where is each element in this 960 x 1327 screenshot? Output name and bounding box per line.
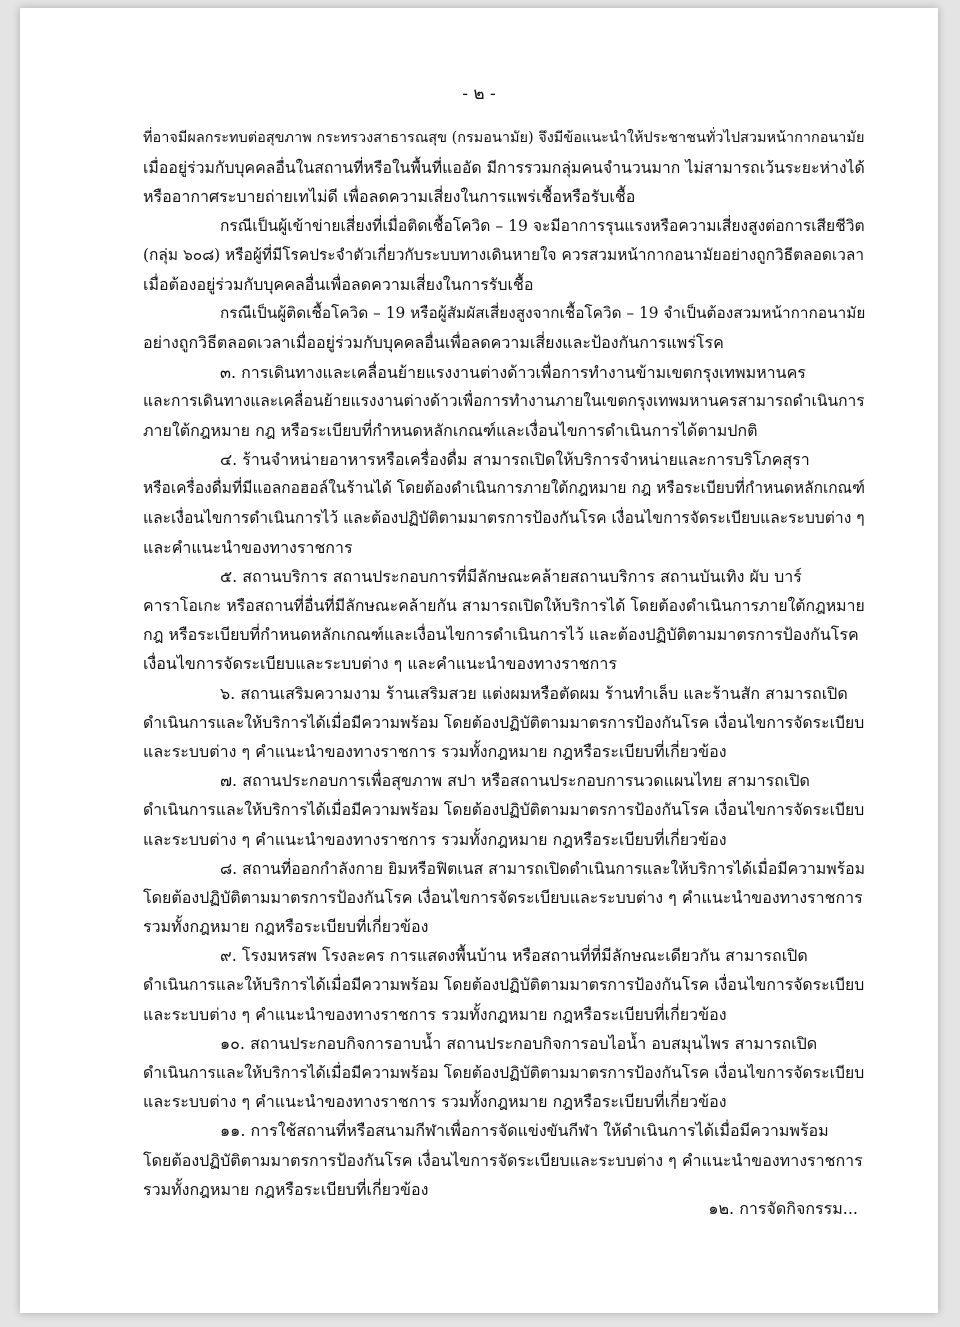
text-line: โดยต้องปฏิบัติตามมาตรการป้องกันโรค เงื่อนไขการจัดระเบียบและระบบต่าง ๆ คำแนะนำของทางราชการ: [143, 1150, 863, 1170]
text-line: กรณีเป็นผู้เข้าข่ายเสี่ยงที่เมื่อติดเชื้อโควิด – 19 จะมีอาการรุนแรงหรือความเสี่ยงสูงต่อการเสียชีวิต: [220, 216, 865, 235]
text-line: และระบบต่าง ๆ คำแนะนำของทางราชการ รวมทั้งกฎหมาย กฎหรือระเบียบที่เกี่ยวข้อง: [143, 1004, 727, 1024]
text-line: ๔. ร้านจำหน่ายอาหารหรือเครื่องดื่ม สามารถเปิดให้บริการจำหน่ายและการบริโภคสุรา: [220, 450, 810, 470]
text-line: รวมทั้งกฎหมาย กฎหรือระเบียบที่เกี่ยวข้อง: [143, 917, 429, 937]
text-line: และระบบต่าง ๆ คำแนะนำของทางราชการ รวมทั้งกฎหมาย กฎหรือระเบียบที่เกี่ยวข้อง: [143, 1092, 727, 1112]
text-line: ดำเนินการและให้บริการได้เมื่อมีความพร้อม โดยต้องปฏิบัติตามมาตรการป้องกันโรค เงื่อนไขการจัดระเบียบ: [143, 712, 865, 732]
page-number: - ๒ -: [462, 84, 496, 104]
text-line: และการเดินทางและเคลื่อนย้ายแรงงานต่างด้าวเพื่อการทำงานภายในเขตกรุงเทพมหานครสามารถดำเนินการ: [143, 391, 865, 410]
text-line: ดำเนินการและให้บริการได้เมื่อมีความพร้อม โดยต้องปฏิบัติตามมาตรการป้องกันโรค เงื่อนไขการจัดระเบียบ: [143, 800, 865, 820]
text-line: ๖. สถานเสริมความงาม ร้านเสริมสวย แต่งผมหรือตัดผม ร้านทำเล็บ และร้านสัก สามารถเปิด: [220, 683, 848, 703]
text-line: เมื่อต้องอยู่ร่วมกับบุคคลอื่นเพื่อลดความเสี่ยงในการรับเชื้อ: [143, 274, 534, 294]
text-line: ที่อาจมีผลกระทบต่อสุขภาพ กระทรวงสาธารณสุข (กรมอนามัย) จึงมีข้อแนะนำให้ประชาชนทั่วไปสวมหน้ากากอนามัย: [143, 130, 865, 146]
text-line: เงื่อนไขการจัดระเบียบและระบบต่าง ๆ และคำแนะนำของทางราชการ: [143, 654, 617, 674]
text-line: กฎ หรือระเบียบที่กำหนดหลักเกณฑ์และเงื่อนไขการดำเนินการไว้ และต้องปฏิบัติตามมาตรการป้องกันโรค: [143, 625, 859, 645]
text-line: คาราโอเกะ หรือสถานที่อื่นที่มีลักษณะคล้ายกัน สามารถเปิดให้บริการได้ โดยต้องดำเนินการภายใต้กฎหมาย: [143, 596, 865, 615]
text-line: และระบบต่าง ๆ คำแนะนำของทางราชการ รวมทั้งกฎหมาย กฎหรือระเบียบที่เกี่ยวข้อง: [143, 741, 727, 761]
text-line: ๘. สถานที่ออกกำลังกาย ยิมหรือฟิตเนส สามารถเปิดดำเนินการและให้บริการได้เมื่อมีความพร้อม: [220, 858, 865, 878]
text-line: ดำเนินการและให้บริการได้เมื่อมีความพร้อม โดยต้องปฏิบัติตามมาตรการป้องกันโรค เงื่อนไขการจัดระเบียบ: [143, 1063, 865, 1082]
text-line: ๓. การเดินทางและเคลื่อนย้ายแรงงานต่างด้าวเพื่อการทำงานข้ามเขตกรุงเทพมหานคร: [220, 362, 806, 382]
document-page: [20, 8, 938, 1313]
text-line: ๗. สถานประกอบการเพื่อสุขภาพ สปา หรือสถานประกอบการนวดแผนไทย สามารถเปิด: [220, 771, 810, 791]
text-line: ๑๐. สถานประกอบกิจการอาบน้ำ สถานประกอบกิจการอบไอน้ำ อบสมุนไพร สามารถเปิด: [220, 1033, 818, 1053]
text-line: (กลุ่ม ๖๐๘) หรือผู้ที่มีโรคประจำตัวเกี่ยวกับระบบทางเดินหายใจ ควรสวมหน้ากากอนามัยอย่างถูกวิธีตลอดเวลา: [143, 245, 865, 264]
text-line: ๑๑. การใช้สถานที่หรือสนามกีฬาเพื่อการจัดแข่งขันกีฬา ให้ดำเนินการได้เมื่อมีความพร้อม: [220, 1121, 829, 1141]
text-line: หรือเครื่องดื่มที่มีแอลกอฮอล์ในร้านได้ โดยต้องดำเนินการภายใต้กฎหมาย กฎ หรือระเบียบที่กำหนดหลักเกณฑ์: [143, 479, 865, 498]
text-line: ๕. สถานบริการ สถานประกอบการที่มีลักษณะคล้ายสถานบริการ สถานบันเทิง ผับ บาร์: [220, 566, 802, 586]
text-line: ๙. โรงมหรสพ โรงละคร การแสดงพื้นบ้าน หรือสถานที่ที่มีลักษณะเดียวกัน สามารถเปิด: [220, 946, 808, 966]
continuation-note: ๑๒. การจัดกิจกรรม...: [708, 1199, 858, 1218]
text-line: กรณีเป็นผู้ติดเชื้อโควิด – 19 หรือผู้สัมผัสเสี่ยงสูงจากเชื้อโควิด – 19 จำเป็นต้องสวมหน้ากากอนามัย: [220, 304, 865, 323]
text-line: อย่างถูกวิธีตลอดเวลาเมื่ออยู่ร่วมกับบุคคลอื่นเพื่อลดความเสี่ยงและป้องกันการแพร่โรค: [143, 333, 724, 353]
text-line: ภายใต้กฎหมาย กฎ หรือระเบียบที่กำหนดหลักเกณฑ์และเงื่อนไขการดำเนินการได้ตามปกติ: [143, 420, 758, 440]
text-line: ดำเนินการและให้บริการได้เมื่อมีความพร้อม โดยต้องปฏิบัติตามมาตรการป้องกันโรค เงื่อนไขการจัดระเบียบ: [143, 975, 865, 995]
text-line: และคำแนะนำของทางราชการ: [143, 537, 353, 557]
text-line: โดยต้องปฏิบัติตามมาตรการป้องกันโรค เงื่อนไขการจัดระเบียบและระบบต่าง ๆ คำแนะนำของทางราชการ: [143, 887, 863, 907]
text-line: เมื่ออยู่ร่วมกับบุคคลอื่นในสถานที่หรือในพื้นที่แออัด มีการรวมกลุ่มคนจำนวนมาก ไม่สามารถเว้นระยะห่างได้: [143, 158, 865, 178]
text-line: และเงื่อนไขการดำเนินการไว้ และต้องปฏิบัติตามมาตรการป้องกันโรค เงื่อนไขการจัดระเบียบและระบบต่าง ๆ: [143, 508, 865, 528]
text-line: หรืออากาศระบายถ่ายเทไม่ดี เพื่อลดความเสี่ยงในการแพร่เชื้อหรือรับเชื้อ: [143, 187, 636, 207]
text-line: รวมทั้งกฎหมาย กฎหรือระเบียบที่เกี่ยวข้อง: [143, 1179, 429, 1199]
text-line: และระบบต่าง ๆ คำแนะนำของทางราชการ รวมทั้งกฎหมาย กฎหรือระเบียบที่เกี่ยวข้อง: [143, 829, 727, 849]
document-body: [143, 124, 865, 1204]
